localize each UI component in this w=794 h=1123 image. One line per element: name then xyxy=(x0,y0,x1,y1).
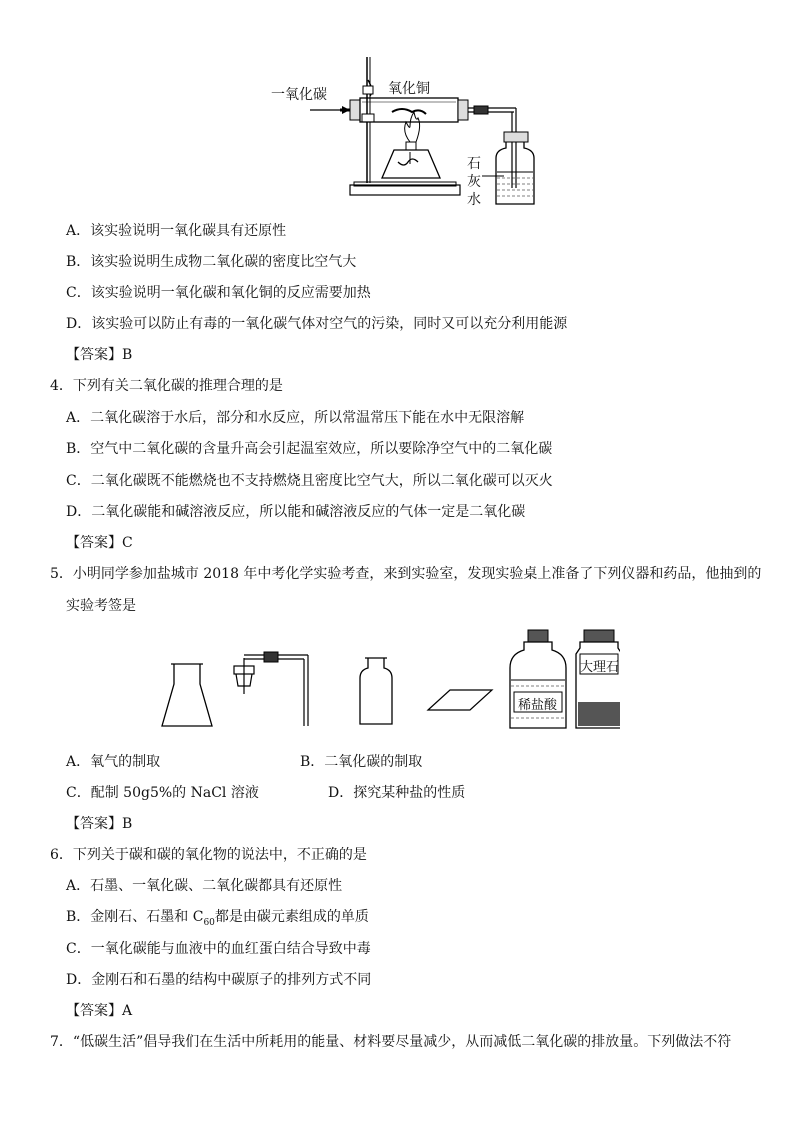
q7-stem: 7．“低碳生活”倡导我们在生活中所耗用的能量、材料要尽量减少，从而减低二氧化碳的排放量。下列做法不符 xyxy=(50,1034,732,1050)
q5-stem-line2: 实验考签是 xyxy=(66,598,136,614)
q4-answer: 【答案】C xyxy=(66,535,133,551)
q6-option-b xyxy=(66,908,369,932)
label-limewater-2: 灰 xyxy=(467,174,481,190)
q5-option-a: A．氧气的制取 xyxy=(66,754,161,770)
q6-stem: 6．下列关于碳和碳的氧化物的说法中，不正确的是 xyxy=(50,847,367,863)
bottle-label-marble: 大理石 xyxy=(580,660,620,675)
q3-option-a: A．该实验说明一氧化碳具有还原性 xyxy=(66,223,287,239)
q5-option-c: C．配制 50g5%的 NaCl 溶液 xyxy=(66,785,259,801)
q6-option-c: C．一氧化碳能与血液中的血红蛋白结合导致中毒 xyxy=(66,941,371,957)
equipment-drawing xyxy=(160,628,620,733)
q3-option-b: B．该实验说明生成物二氧化碳的密度比空气大 xyxy=(66,254,357,270)
label-limewater-3: 水 xyxy=(467,192,481,208)
label-limewater-1: 石 xyxy=(467,156,481,172)
q5-option-b: B．二氧化碳的制取 xyxy=(300,754,423,770)
q4-option-c: C．二氧化碳既不能燃烧也不支持燃烧且密度比空气大，所以二氧化碳可以灭火 xyxy=(66,473,553,489)
label-carbon-monoxide: 一氧化碳 xyxy=(271,87,327,103)
q5-stem-line1: 5．小明同学参加盐城市 2018 年中考化学实验考查，来到实验室，发现实验桌上准备了下列仪器和药品，他抽到的 xyxy=(50,566,762,582)
figure-co-reduction-apparatus xyxy=(270,52,550,212)
q3-answer: 【答案】B xyxy=(66,347,133,363)
q6-option-b-text: B．金刚石、石墨和 C xyxy=(66,909,204,925)
q4-option-b: B．空气中二氧化碳的含量升高会引起温室效应，所以要除净空气中的二氧化碳 xyxy=(66,441,553,457)
q4-option-d: D．二氧化碳能和碱溶液反应，所以能和碱溶液反应的气体一定是二氧化碳 xyxy=(66,504,526,520)
q5-option-d: D．探究某种盐的性质 xyxy=(328,785,466,801)
q4-stem: 4．下列有关二氧化碳的推理合理的是 xyxy=(50,378,283,394)
q6-option-b-subscript: 60 xyxy=(203,917,215,928)
q6-option-b-rest: 都是由碳元素组成的单质 xyxy=(214,909,369,925)
bottle-label-dilute-hcl: 稀盐酸 xyxy=(518,698,558,713)
q5-answer: 【答案】B xyxy=(66,816,133,832)
q4-option-a: A．二氧化碳溶于水后，部分和水反应，所以常温常压下能在水中无限溶解 xyxy=(66,410,525,426)
apparatus-drawing xyxy=(270,52,550,212)
q6-answer: 【答案】A xyxy=(66,1003,133,1019)
label-copper-oxide: 氧化铜 xyxy=(388,81,430,97)
q3-option-c: C．该实验说明一氧化碳和氧化铜的反应需要加热 xyxy=(66,285,371,301)
figure-lab-equipment xyxy=(160,628,620,733)
q6-option-a: A．石墨、一氧化碳、二氧化碳都具有还原性 xyxy=(66,878,343,894)
q3-option-d: D．该实验可以防止有毒的一氧化碳气体对空气的污染，同时又可以充分利用能源 xyxy=(66,316,568,332)
q6-option-d: D．金刚石和石墨的结构中碳原子的排列方式不同 xyxy=(66,972,372,988)
